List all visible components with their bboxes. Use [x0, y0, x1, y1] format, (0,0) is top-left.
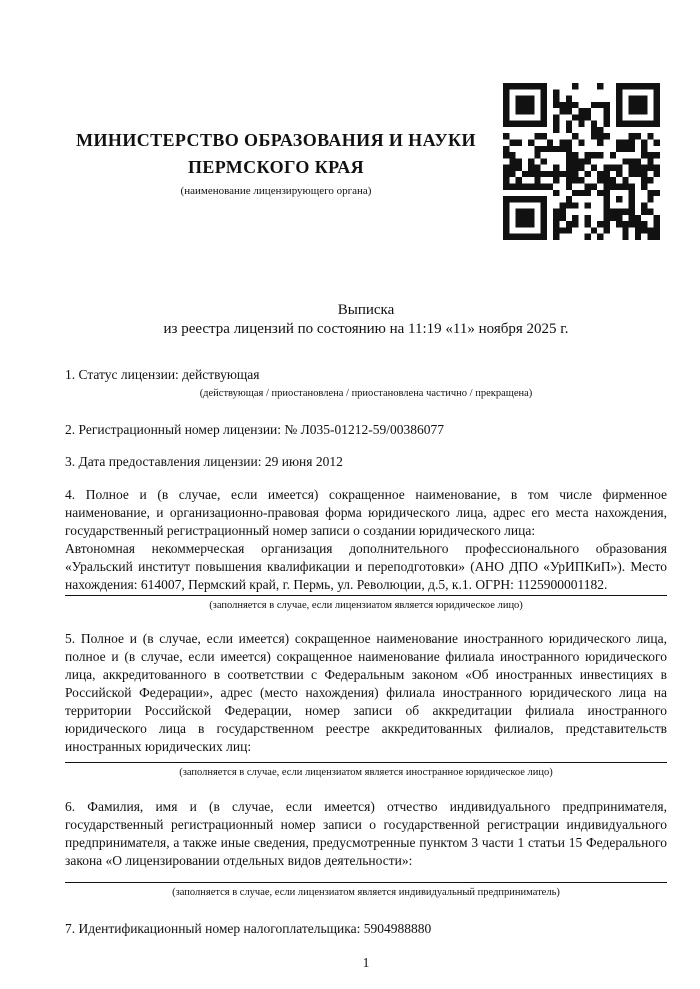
legal-entity-answer: Автономная некоммерческая организация дополнительного профессионального образования «Уральский институт повышения квалификации и переподготовки» (АНО ДПО «УрИПКиП»). Место нахождения: 614007, Пермский край, г. Пермь, ул. Революции, д.5, к.1. ОГРН: 1125900001182. [65, 541, 667, 592]
section-license-date: 3. Дата предоставления лицензии: 29 июня 2012 [65, 454, 343, 469]
page-number: 1 [362, 955, 370, 970]
entrepreneur-blank-field [65, 870, 667, 883]
entrepreneur-question: 6. Фамилия, имя и (в случае, если имеется) отчество индивидуального предпринимателя, государственный регистрационный номер записи о государственной регистрации индивидуального предпринимателя, а также иные сведения, предусмотренные пунктом 3 части 1 статьи 15 Федерального закона «О лицензировании отдельных видов деятельности»: [65, 799, 667, 868]
legal-entity-question: 4. Полное и (в случае, если имеется) сокращенное наименование, в том числе фирменное наименование, и организационно-правовая форма юридического лица, адрес его места нахождения, государственный регистрационный номер записи о создании юридического лица: [65, 487, 667, 538]
legal-entity-caption: (заполняется в случае, если лицензиатом является юридическое лицо) [209, 600, 523, 611]
document-body [65, 0, 667, 971]
foreign-entity-caption: (заполняется в случае, если лицензиатом является иностранное юридическое лицо) [179, 767, 553, 778]
document-title: Выписка [337, 302, 395, 318]
authority-caption: (наименование лицензирующего органа) [180, 185, 372, 197]
document-subtitle: из реестра лицензий по состоянию на 11:19 «11» ноября 2025 г. [163, 320, 569, 337]
license-status-text: 1. Статус лицензии: действующая [65, 367, 260, 382]
section-license-status [65, 366, 667, 400]
entrepreneur-caption: (заполняется в случае, если лицензиатом является индивидуальный предприниматель) [172, 887, 560, 898]
document-title-block [65, 301, 667, 338]
section-legal-entity [65, 486, 667, 612]
section-foreign-entity [65, 630, 667, 779]
authority-name-line1: МИНИСТЕРСТВО ОБРАЗОВАНИЯ И НАУКИ [76, 130, 476, 150]
foreign-entity-question: 5. Полное и (в случае, если имеется) сокращенное наименование иностранного юридического лица, полное и (в случае, если имеется) сокращенное наименование филиала иностранного юридического лица, аккредитованного в соответствии с Федеральным законом «Об иностранных инвестициях в Российской Федерации», адрес (место нахождения) филиала иностранного юридического лица на территории Российской Федерации, номер записи об аккредитации филиала иностранного юридического лица в государственном реестре аккредитованных филиалов, представительств иностранных юридических лиц: [65, 631, 667, 754]
section-individual-entrepreneur [65, 798, 667, 899]
section-taxpayer-number: 7. Идентификационный номер налогоплательщика: 5904988880 [65, 921, 432, 936]
license-status-caption: (действующая / приостановлена / приостановлена частично / прекращена) [199, 388, 533, 399]
authority-name-line2: ПЕРМСКОГО КРАЯ [187, 157, 365, 177]
section-registration-number: 2. Регистрационный номер лицензии: № Л035-01212-59/00386077 [65, 422, 445, 437]
legal-entity-field [65, 486, 667, 596]
foreign-entity-blank-field [65, 756, 667, 763]
